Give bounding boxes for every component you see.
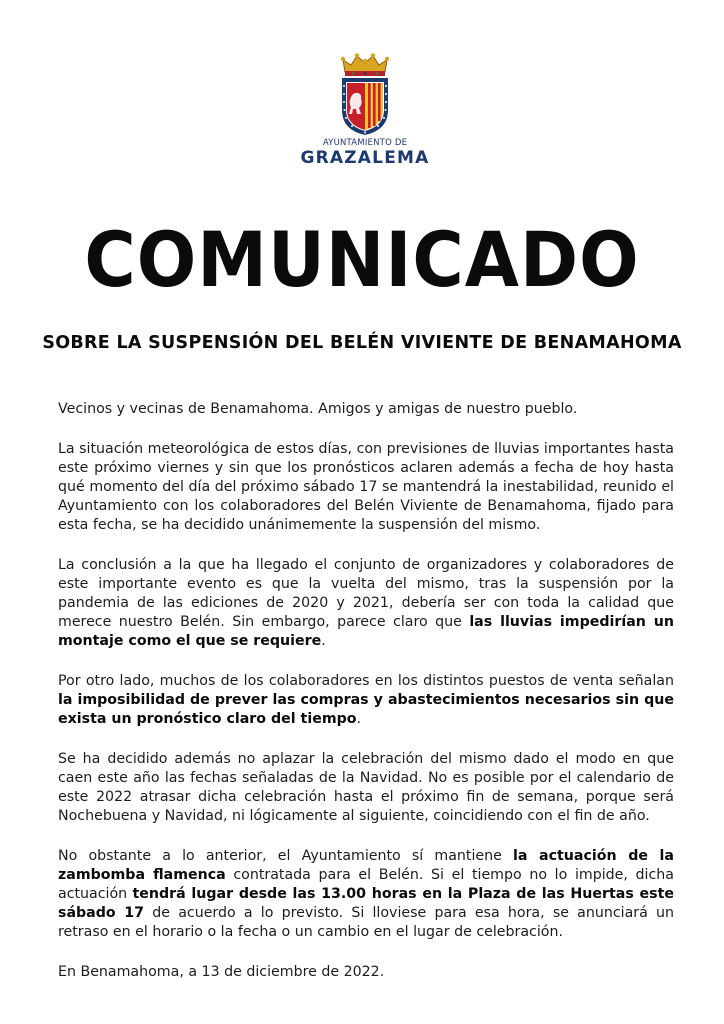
emphasis-text: la imposibilidad de prever las compras y abastecimientos necesarios sin que exista un pronóstico claro del tiempo [58,692,674,727]
text-span: de acuerdo a lo previsto. Si lloviese para esa hora, se anunciará un retraso en el horario o la fecha o un cambio en el lugar de celebración. [58,905,674,940]
emphasis-text: las lluvias impedirían un montaje como el que se requiere [58,614,674,649]
paragraph-zambomba [58,847,674,942]
paragraph-weather: La situación meteorológica de estos días, con previsiones de lluvias importantes hasta este próximo viernes y sin que los pronósticos aclaren además a fecha de hoy hasta qué momento del día del próximo sábado 17 se mantendrá la inestabilidad, reunido el Ayuntamiento con los colaboradores del Belén Viviente de Benamahoma, fijado para esta fecha, se ha decidido unánimemente la suspensión del mismo. [58,441,674,533]
coat-of-arms-icon [337,52,393,136]
logo-caption-top: AYUNTAMIENTO DE [322,138,408,148]
paragraph-greeting: Vecinos y vecinas de Benamahoma. Amigos y amigas de nuestro pueblo. [58,401,578,417]
text-span: . [321,633,326,649]
paragraph-date: En Benamahoma, a 13 de diciembre de 2022. [58,964,385,980]
text-span: Por otro lado, muchos de los colaboradores en los distintos puestos de venta señalan [58,673,674,689]
page-subtitle: SOBRE LA SUSPENSIÓN DEL BELÉN VIVIENTE DE BENAMAHOMA [42,333,682,353]
page-title: COMUNICADO [84,215,640,305]
text-span: La conclusión a la que ha llegado el conjunto de organizadores y colaboradores de este importante evento es que la vuelta del mismo, tras la suspensión por la pandemia de las ediciones de 2020 y 2021, debería ser con toda la calidad que merece nuestro Belén. Sin embargo, parece claro que [58,557,674,630]
paragraph-no-postpone: Se ha decidido además no aplazar la celebración del mismo dado el modo en que caen este año las fechas señaladas de la Navidad. No es posible por el calendario de este 2022 atrasar dicha celebración hasta el próximo fin de semana, porque será Nochebuena y Navidad, ni lógicamente al siguiente, coincidiendo con el fin de año. [58,751,674,824]
logo-caption-name: GRAZALEMA [300,148,430,168]
emphasis-text: tendrá lugar desde las 13.00 horas en la Plaza de las Huertas este sábado 17 [58,886,674,921]
emphasis-text: la actuación de la zambomba flamenca [58,848,674,883]
paragraph-conclusion [58,556,674,651]
text-span: . [356,711,362,727]
municipal-logo [290,52,440,178]
communique-body [58,400,674,1003]
paragraph-vendors [58,672,674,729]
text-span: No obstante a lo anterior, el Ayuntamiento sí mantiene [58,848,514,864]
text-span: contratada para el Belén. Si el tiempo no lo impide, dicha actuación [58,867,674,902]
